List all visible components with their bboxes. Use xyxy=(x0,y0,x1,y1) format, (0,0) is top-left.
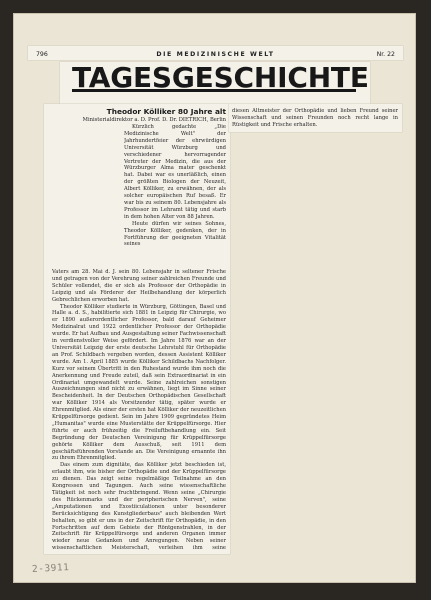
page-number: 796 xyxy=(36,51,48,58)
paragraph: Vaters am 28. Mai d. J. sein 80. Lebensjahr in seltener Frische und getragen von der Verehrung seiner zahlreichen Freunde und Schüler vollendet, die er sich als Professor der Orthopädie in Leipzig und als Förderer der Heilbehandlung der körperlich Gebrechlichen erworben hat. xyxy=(52,269,226,303)
article-column-right: diesen Altmeister der Orthopädie und lieben Freund seiner Wissenschaft und seinen Freunden noch recht lange in Rüstigkeit und Frische erhalten. xyxy=(232,108,398,128)
issue-number: Nr. 22 xyxy=(376,51,395,58)
paragraph: Theodor Kölliker studierte in Würzburg, Göttingen, Basel und Halle a. d. S., habilitierte sich 1881 in Leipzig für Chirurgie, wo er 1890 außerordentlicher Professor, bald darauf Geheimer Medizinalrat und 1922 ordentlicher Professor der Orthopädie wurde. Er hat Aufbau und Ausgestaltung seiner Fachwissenschaft in verdienstvoller Weise gefördert. Im Jahre 1876 war an der Universität Leipzig der erste deutsche Lehrstuhl für Orthopädie an Prof. Schildbach vergeben worden, dessen Assistent Kölliker wurde. Am 1. April 1885 wurde Kölliker Schildbachs Nachfolger. Kurz vor seinem Übertritt in den Ruhestand wurde ihm noch die Anerkennung und Freude zuteil, daß sein Extraordinariat in ein Ordinariat umgewandelt wurde. Seine zahlreichen sonstigen Auszeichnungen sind nicht zu erwähnen, liegt im Sinne seiner Bescheidenheit. In der Deutschen Orthopädischen Gesellschaft war Kölliker 1914 als Vorsitzender tätig, später wurde er Ehrenmitglied. Als einer der ersten hat Kölliker der neuzeitlichen Krüppelfürsorge gedient. Sein im Jahre 1909 gegründetes Heim „Humanitas" wurde eine Musterstätte der Krüppelfürsorge. Hier führte er auch frühzeitig die Freiluftbehandlung ein. Seit Begründung der Deutschen Vereinigung für Krüppelfürsorge gehörte Kölliker dem Ausschuß, seit 1911 dem geschäftsführenden Vorstande an. Die Vereinigung ernannte ihn zu ihrem Ehrenmitglied. xyxy=(52,303,226,462)
paragraph: Das einem zum dignitäte, das Kölliker jetzt beschieden ist, erlaubt ihm, wie bisher der Orthopädie und der Krüppelfürsorge zu dienen. Das zeigt seine regelmäßige Teilnahme an den Kongressen und Tagungen. Auch seine wissenschaftliche Tätigkeit ist noch sehr fruchtbringend. Wenn seine „Chirurgie des Rückenmarks und der peripherischen Nerven", seine „Amputationen und Exostiiculationen unter besonderer Berücksichtigung des Kunstgliederbaus" auch bleibenden Wert behalten, so gibt er uns in der Zeitschrift für Orthopädie, in den Fortschritten auf dem Gebiete der Röntgenstrahlen, in der Zeitschrift für Krüppelfürsorge und anderen Organen immer wieder neue Gedanken und Anregungen. Neben seiner wissenschaftlichen Meisterschaft, verleihen ihm seine xyxy=(52,462,226,551)
headline-text: TAGESGESCHICHTE xyxy=(72,61,369,94)
archive-annotation: 2-3911 xyxy=(31,562,70,575)
paragraph: Heute dürfen wir seines Sohnes, Theodor Kölliker, gedenken, der in Fortführung der geeigneten Vitalität seines xyxy=(124,220,226,248)
article-title: Theodor Kölliker 80 Jahre alt xyxy=(106,107,226,116)
article-column-narrow xyxy=(124,124,226,270)
section-headline xyxy=(72,61,369,94)
article-byline: Ministerialdirektor a. D. Prof. D. Dr. DIETRICH, Berlin xyxy=(82,117,226,123)
journal-title: DIE MEDIZINISCHE WELT xyxy=(156,51,275,58)
paragraph: Kürzlich gedachte „Die Medizinische Welt" der Jahrhundertfeier der ehrwürdigen Universität Würzburg und verschiedener hervorragender Vertreter der Medizin, die aus der Würzburger Alma mater geschenkt hat. Dabei war es unerläßlich, einen der größten Biologen der Neuzeit, Albert Kölliker, zu erwähnen, der als solcher europäischen Ruf besaß. Er war bis zu seinem 80. Lebensjahre als Professor im Lehramt tätig und starb in dem hohen Alter von 88 Jahren. xyxy=(124,124,226,220)
article-column-wide xyxy=(52,269,226,551)
